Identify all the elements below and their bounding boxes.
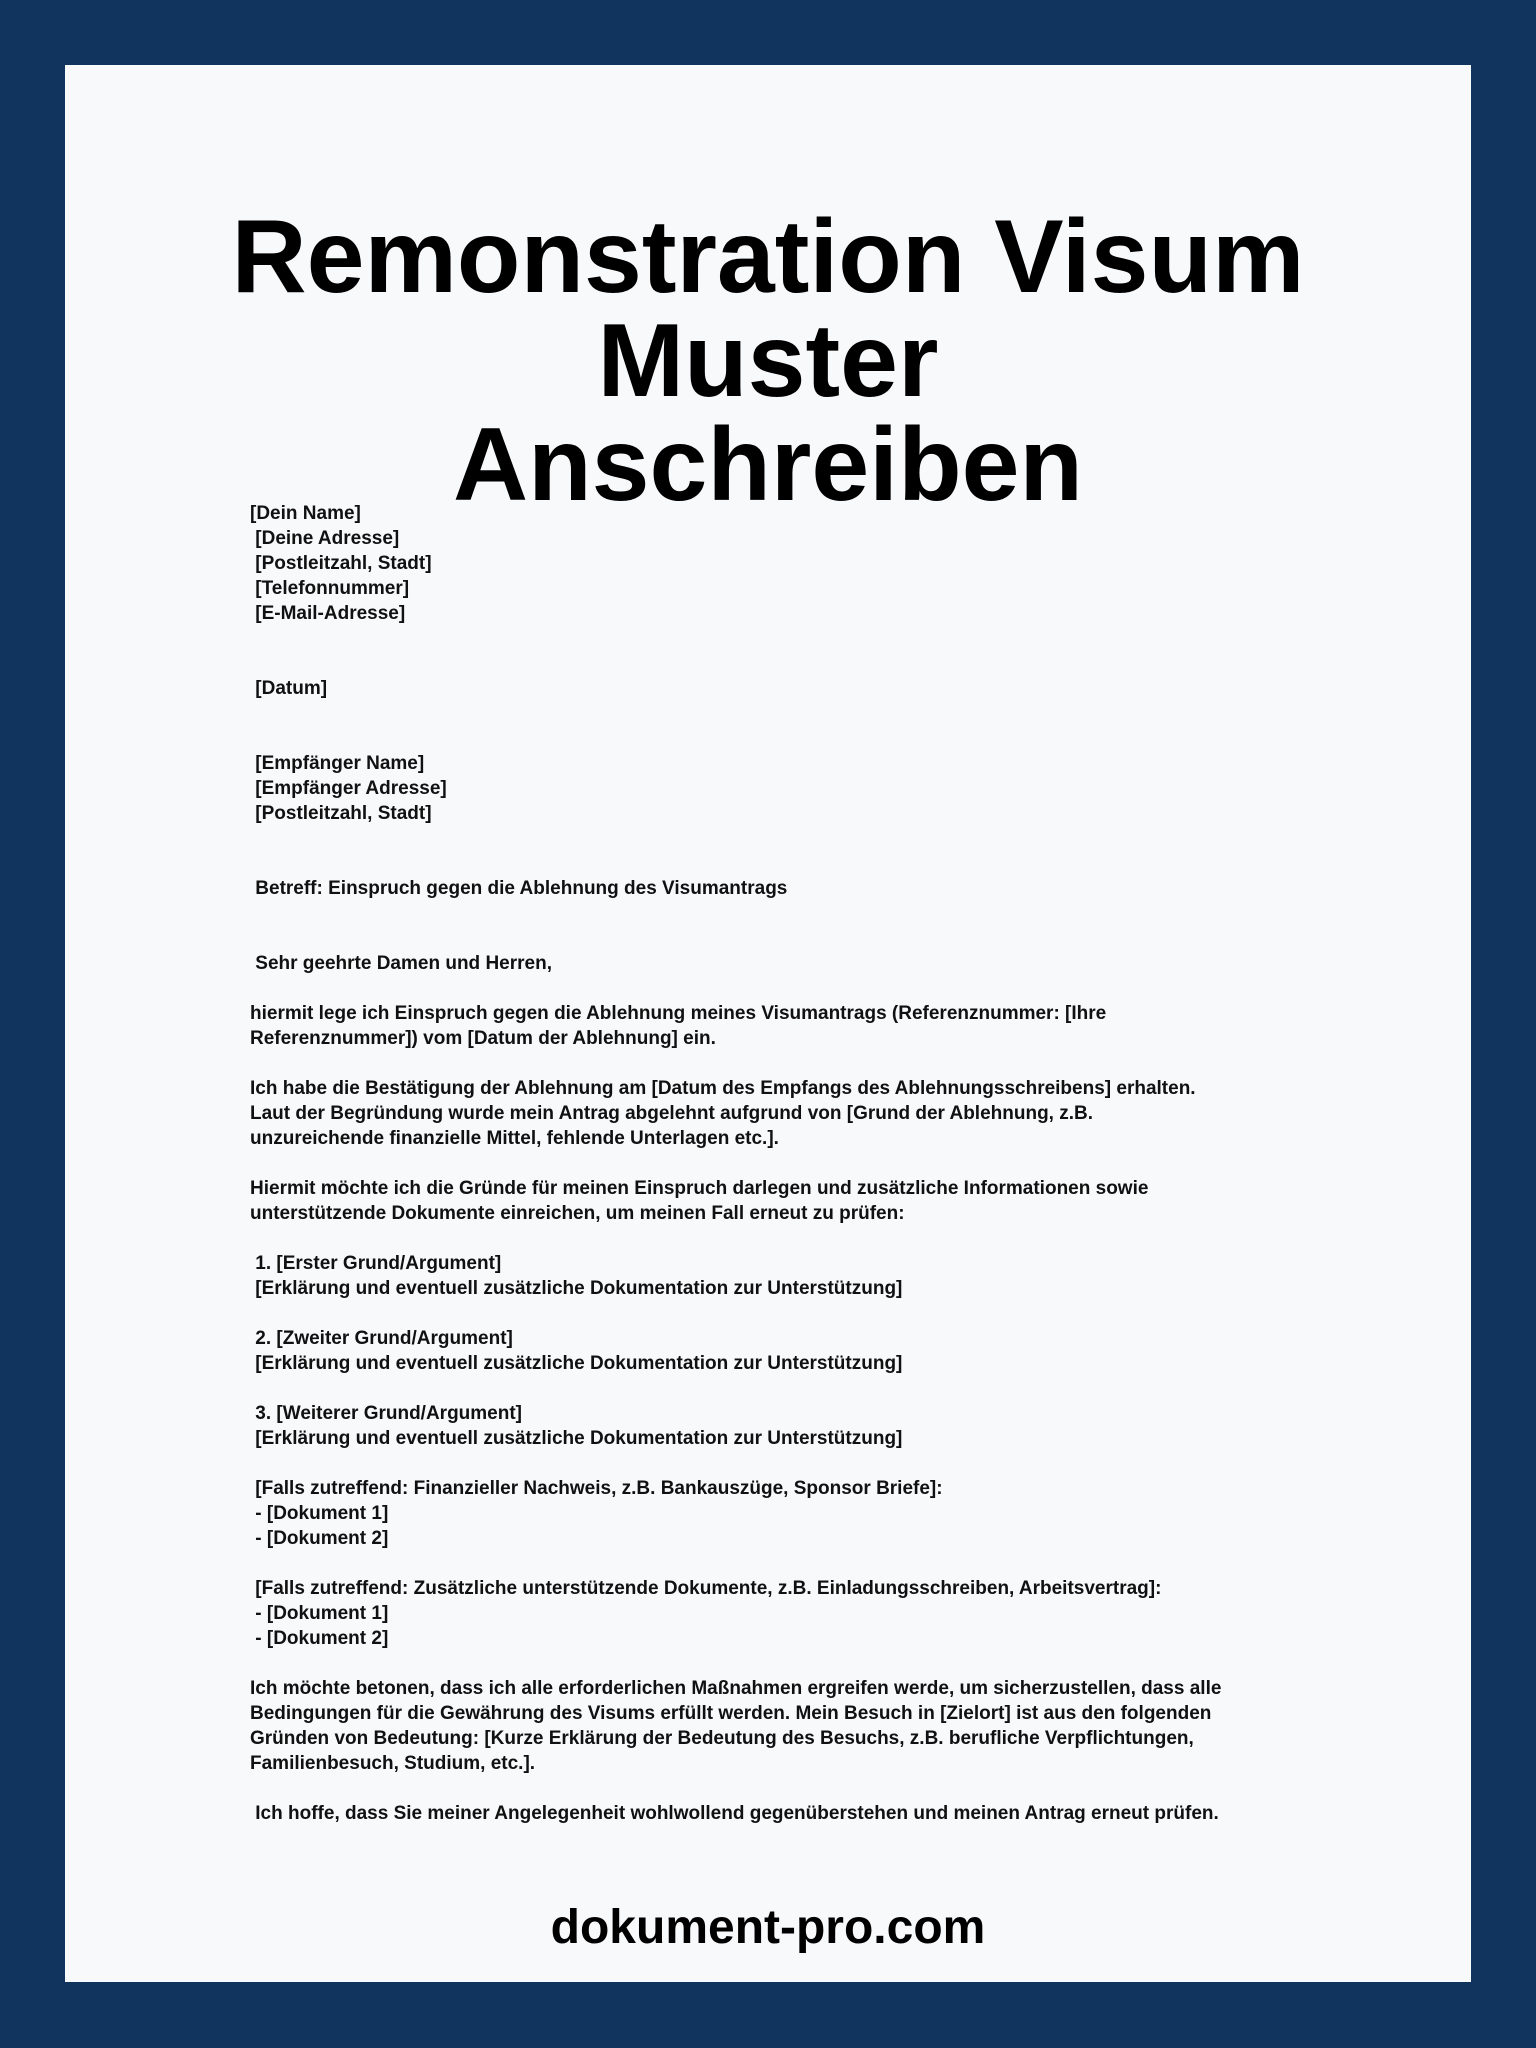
- reason-3: 3. [Weiterer Grund/Argument] [Erklärung und eventuell zusätzliche Dokumentation zur Unterstützung]: [250, 1403, 903, 1449]
- reason-1: 1. [Erster Grund/Argument] [Erklärung und eventuell zusätzliche Dokumentation zur Unterstützung]: [250, 1253, 903, 1299]
- letter-body: [250, 501, 1370, 1826]
- title-line-2: Anschreiben: [453, 407, 1083, 523]
- sender-phone: [Telefonnummer]: [250, 578, 410, 599]
- sender-name: [Dein Name]: [250, 503, 361, 524]
- title-line-1: Remonstration Visum Muster: [231, 199, 1305, 419]
- sender-email: [E-Mail-Adresse]: [250, 603, 406, 624]
- document-page: [65, 65, 1471, 1982]
- paragraph-4: Ich möchte betonen, dass ich alle erforderlichen Maßnahmen ergreifen werde, um sicherzustellen, dass alle Bedingungen für die Gewährung des Visums erfüllt werden. Mein Besuch in [Zielort] ist aus den folgenden Gründen von Bedeutung: [Kurze Erklärung der Bedeutung des Besuchs, z.B. berufliche Verpflichtungen, Familienbesuch, Studium, etc.].: [250, 1678, 1222, 1774]
- recipient-block: [250, 751, 1370, 826]
- paragraph-1: hiermit lege ich Einspruch gegen die Ablehnung meines Visumantrags (Referenznummer: [Ihre Referenznummer]) vom [Datum der Ablehnung] ein.: [250, 1003, 1107, 1049]
- letter-subject: Betreff: Einspruch gegen die Ablehnung des Visumantrags: [250, 878, 788, 899]
- letter-salutation: Sehr geehrte Damen und Herren,: [250, 953, 552, 974]
- paragraph-3: Hiermit möchte ich die Gründe für meinen Einspruch darlegen und zusätzliche Informationen sowie unterstützende Dokumente einreichen, um meinen Fall erneut zu prüfen:: [250, 1178, 1149, 1224]
- recipient-city: [Postleitzahl, Stadt]: [250, 803, 432, 824]
- reason-2: 2. [Zweiter Grund/Argument] [Erklärung und eventuell zusätzliche Dokumentation zur Unterstützung]: [250, 1328, 903, 1374]
- additional-documents: [Falls zutreffend: Zusätzliche unterstützende Dokumente, z.B. Einladungsschreiben, Arbeitsvertrag]: - [Dokument 1] - [Dokument 2]: [250, 1578, 1162, 1649]
- footer-website: dokument-pro.com: [550, 1901, 986, 1954]
- recipient-address: [Empfänger Adresse]: [250, 778, 447, 799]
- sender-block: [250, 501, 1370, 626]
- financial-documents: [Falls zutreffend: Finanzieller Nachweis, z.B. Bankauszüge, Sponsor Briefe]: - [Dokument 1] - [Dokument 2]: [250, 1478, 943, 1549]
- paragraph-2: Ich habe die Bestätigung der Ablehnung am [Datum des Empfangs des Ablehnungsschreibens] erhalten. Laut der Begründung wurde mein Antrag abgelehnt aufgrund von [Grund der Ablehnung, z.B. unzureichende finanzielle Mittel, fehlende Unterlagen etc.].: [250, 1078, 1196, 1149]
- recipient-name: [Empfänger Name]: [250, 753, 425, 774]
- letter-closing: Ich hoffe, dass Sie meiner Angelegenheit wohlwollend gegenüberstehen und meinen Antrag erneut prüfen.: [250, 1803, 1219, 1824]
- sender-address: [Deine Adresse]: [250, 528, 400, 549]
- page-title: [65, 199, 1471, 523]
- letter-date: [Datum]: [250, 678, 328, 699]
- sender-city: [Postleitzahl, Stadt]: [250, 553, 432, 574]
